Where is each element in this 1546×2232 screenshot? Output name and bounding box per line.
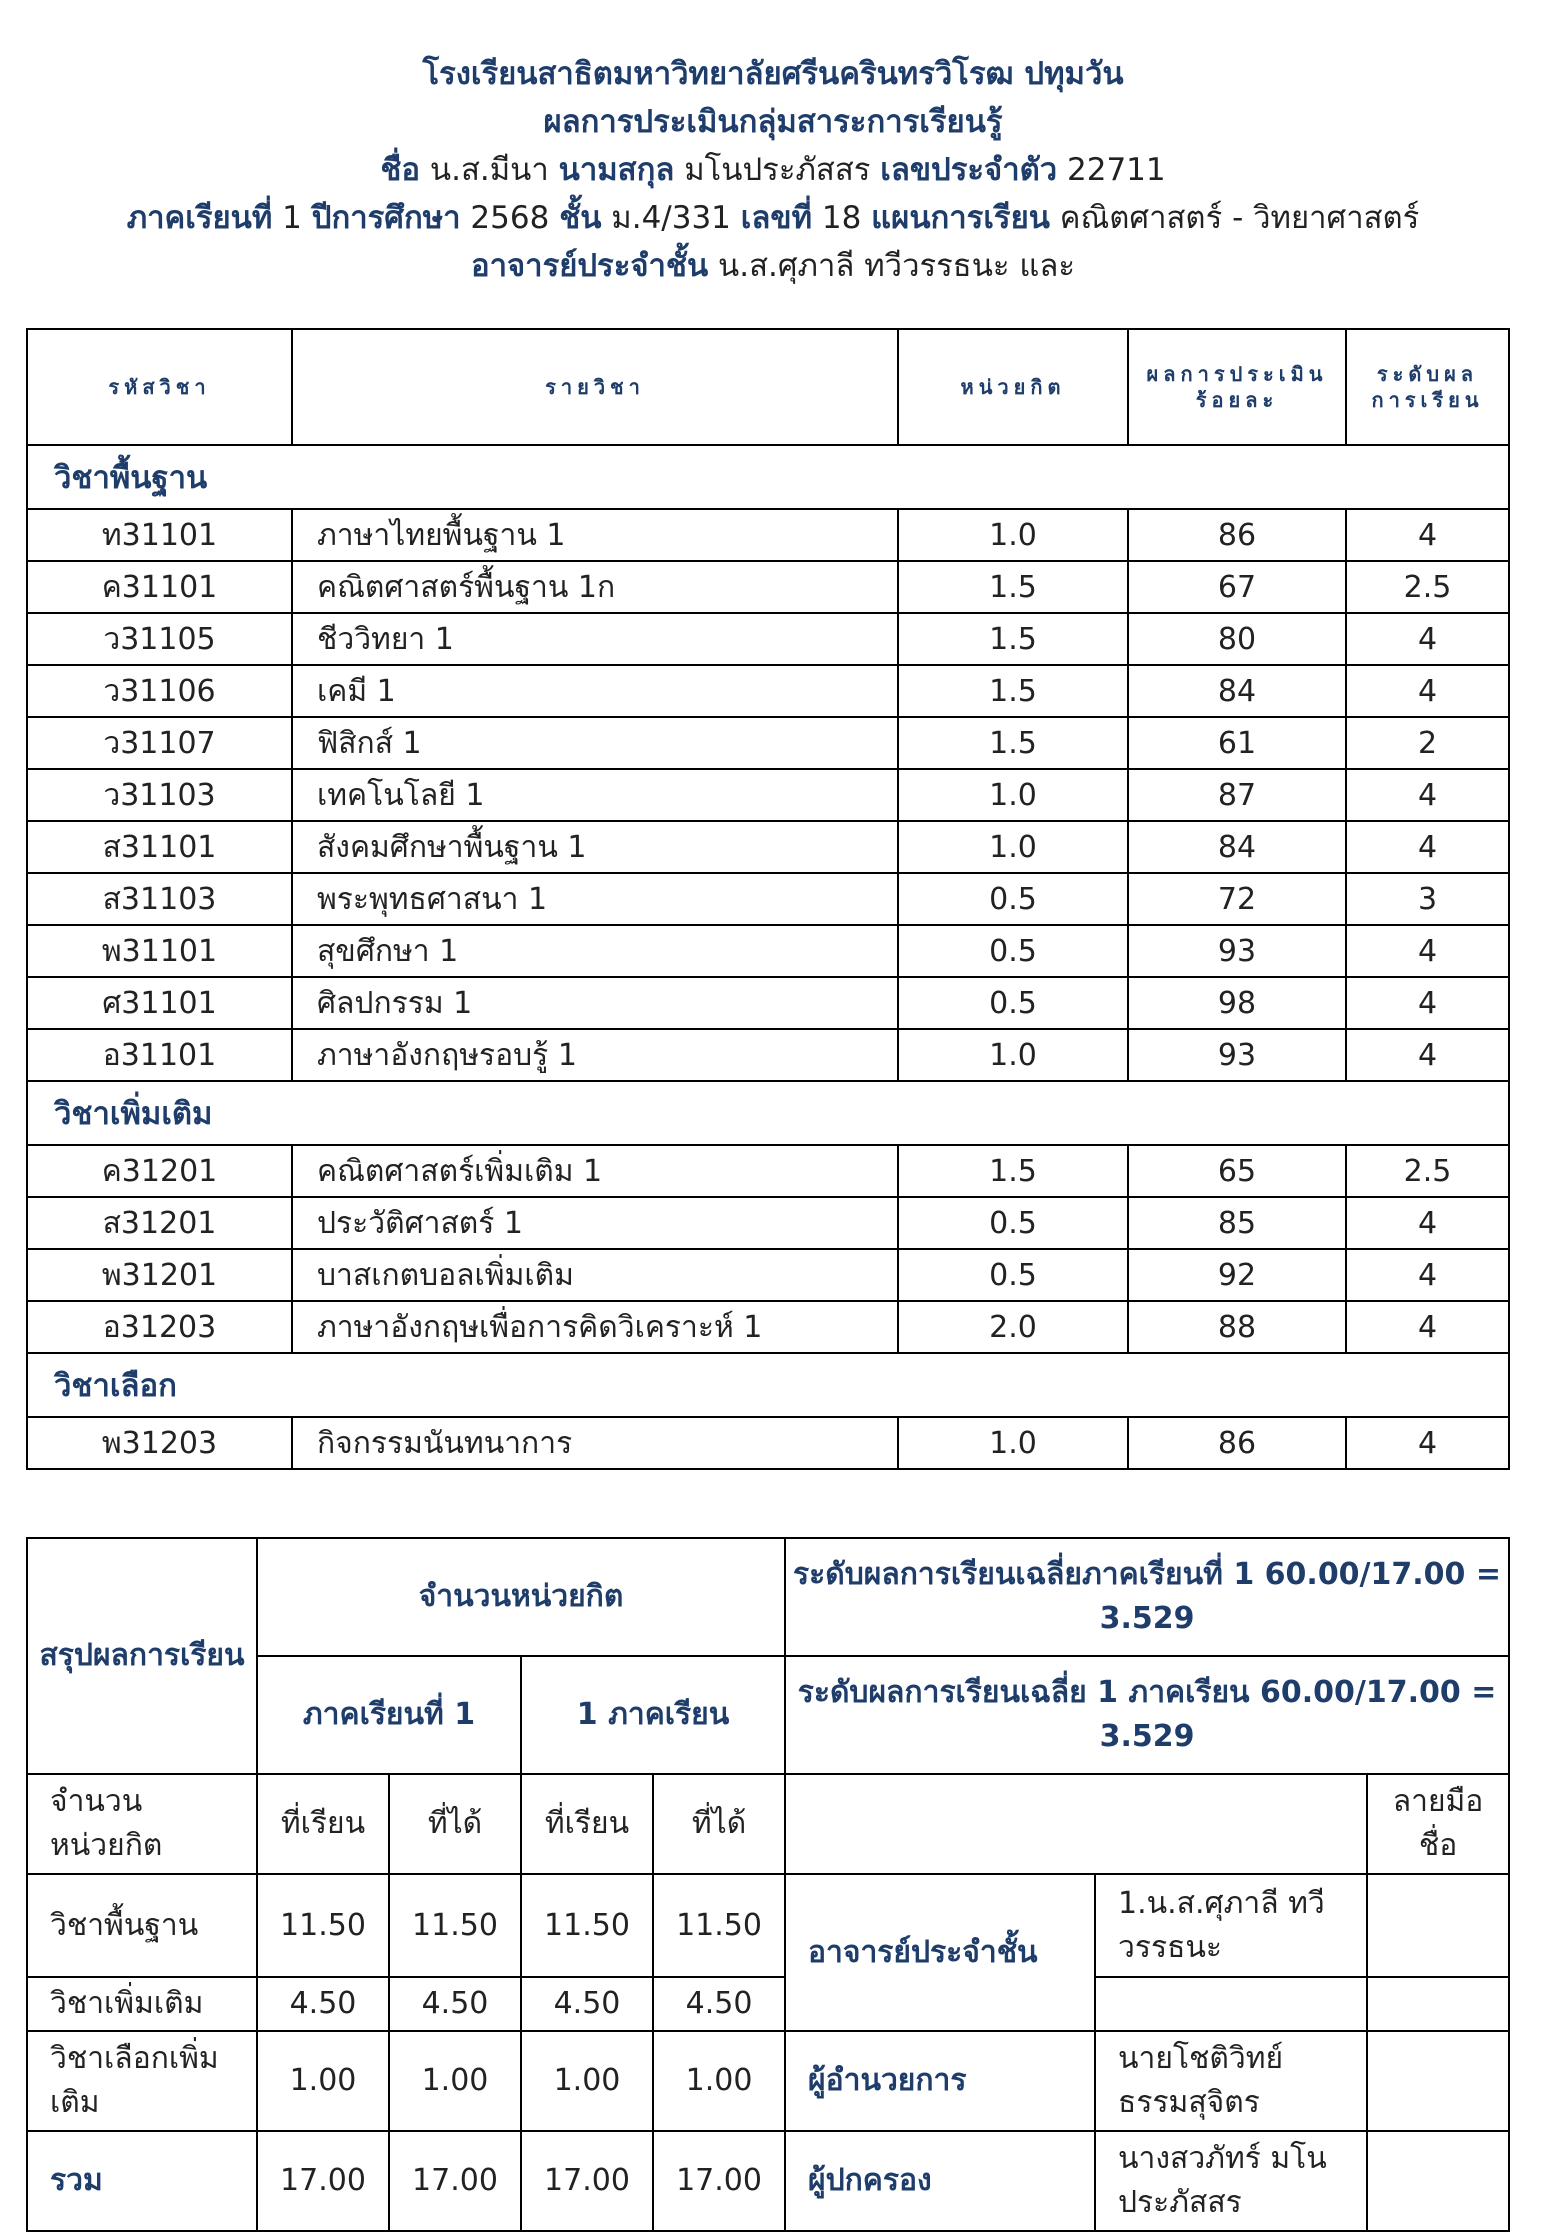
- cell-subject: บาสเกตบอลเพิ่มเติม: [292, 1249, 898, 1301]
- summary-value: 1.00: [653, 2031, 785, 2131]
- cell-score: 93: [1128, 925, 1346, 977]
- cell-credit: 1.5: [898, 561, 1128, 613]
- name-label: ชื่อ: [380, 152, 421, 188]
- cell-credit: 1.5: [898, 613, 1128, 665]
- parent-name: นางสวภัทร์ มโนประภัสสร: [1095, 2131, 1367, 2231]
- summary-label: วิชาเพิ่มเติม: [27, 1977, 257, 2031]
- table-row: [27, 717, 1509, 769]
- cell-grade: 2.5: [1346, 561, 1509, 613]
- cell-code: พ31101: [27, 925, 292, 977]
- cell-grade: 4: [1346, 977, 1509, 1029]
- summary-value: 4.50: [521, 1977, 653, 2031]
- cell-grade: 4: [1346, 1301, 1509, 1353]
- signer-blank: [785, 1774, 1367, 1874]
- summary-value: 17.00: [653, 2131, 785, 2231]
- cell-subject: สังคมศึกษาพื้นฐาน 1: [292, 821, 898, 873]
- cum-registered-header: ที่เรียน: [521, 1774, 653, 1874]
- cell-score: 86: [1128, 509, 1346, 561]
- cell-subject: ภาษาไทยพื้นฐาน 1: [292, 509, 898, 561]
- table-row: [27, 1029, 1509, 1081]
- credits-header: จำนวนหน่วยกิต: [257, 1538, 785, 1656]
- plan-value: คณิตศาสตร์ - วิทยาศาสตร์: [1059, 200, 1420, 236]
- summary-table: [26, 1537, 1510, 2232]
- cell-subject: คณิตศาสตร์เพิ่มเติม 1: [292, 1145, 898, 1197]
- advisor-line: [0, 242, 1546, 290]
- advisor-name-1: 1.น.ส.ศุภาลี ทวีวรรธนะ: [1095, 1874, 1367, 1977]
- cell-credit: 0.5: [898, 873, 1128, 925]
- cell-code: ศ31101: [27, 977, 292, 1029]
- student-line: [0, 146, 1546, 194]
- year-value: 2568: [470, 200, 550, 236]
- name-value: น.ส.มีนา: [429, 152, 549, 188]
- signature-cell: [1367, 1874, 1509, 1977]
- table-row: [27, 925, 1509, 977]
- cell-grade: 4: [1346, 613, 1509, 665]
- signature-cell: [1367, 1977, 1509, 2031]
- table-row: [27, 561, 1509, 613]
- cell-score: 80: [1128, 613, 1346, 665]
- cell-code: ว31103: [27, 769, 292, 821]
- cell-credit: 2.0: [898, 1301, 1128, 1353]
- cell-code: พ31203: [27, 1417, 292, 1469]
- cell-subject: สุขศึกษา 1: [292, 925, 898, 977]
- col-header-subject: รายวิชา: [292, 329, 898, 445]
- cum-earned-header: ที่ได้: [653, 1774, 785, 1874]
- cell-subject: พระพุทธศาสนา 1: [292, 873, 898, 925]
- table-row: [27, 509, 1509, 561]
- cell-credit: 0.5: [898, 1249, 1128, 1301]
- cell-grade: 4: [1346, 1029, 1509, 1081]
- cell-grade: 4: [1346, 769, 1509, 821]
- grades-table: [26, 328, 1510, 1470]
- term-label: ภาคเรียนที่: [126, 200, 273, 236]
- advisor-role: อาจารย์ประจำชั้น: [785, 1874, 1095, 2031]
- cell-subject: ภาษาอังกฤษเพื่อการคิดวิเคราะห์ 1: [292, 1301, 898, 1353]
- group-heading: วิชาเลือก: [27, 1353, 1509, 1417]
- col-header-code: รหัสวิชา: [27, 329, 292, 445]
- cell-score: 92: [1128, 1249, 1346, 1301]
- cell-score: 93: [1128, 1029, 1346, 1081]
- cell-subject: ศิลปกรรม 1: [292, 977, 898, 1029]
- row-label-header: จำนวนหน่วยกิต: [27, 1774, 257, 1874]
- signature-cell: [1367, 2131, 1509, 2231]
- cell-grade: 2: [1346, 717, 1509, 769]
- cell-score: 84: [1128, 665, 1346, 717]
- total-label: รวม: [27, 2131, 257, 2231]
- cell-code: ส31101: [27, 821, 292, 873]
- group-heading: วิชาเพิ่มเติม: [27, 1081, 1509, 1145]
- cell-score: 84: [1128, 821, 1346, 873]
- cell-subject: เคมี 1: [292, 665, 898, 717]
- cell-grade: 4: [1346, 821, 1509, 873]
- summary-value: 4.50: [653, 1977, 785, 2031]
- cell-score: 61: [1128, 717, 1346, 769]
- cumulative-header: 1 ภาคเรียน: [521, 1656, 785, 1774]
- cell-grade: 4: [1346, 665, 1509, 717]
- cell-credit: 1.0: [898, 1417, 1128, 1469]
- advisor-label: อาจารย์ประจำชั้น: [470, 248, 709, 284]
- table-row: [27, 1197, 1509, 1249]
- cell-code: ว31105: [27, 613, 292, 665]
- cell-credit: 0.5: [898, 1197, 1128, 1249]
- summary-value: 11.50: [257, 1874, 389, 1977]
- cell-grade: 2.5: [1346, 1145, 1509, 1197]
- table-row: [27, 769, 1509, 821]
- cell-credit: 1.0: [898, 509, 1128, 561]
- report-header: [0, 0, 1546, 290]
- cell-score: 72: [1128, 873, 1346, 925]
- cell-subject: ชีววิทยา 1: [292, 613, 898, 665]
- advisor-value: น.ส.ศุภาลี ทวีวรรธนะ และ: [718, 248, 1076, 284]
- col-header-grade: ระดับผลการเรียน: [1346, 329, 1509, 445]
- table-row: [27, 977, 1509, 1029]
- class-label: ชั้น: [559, 200, 602, 236]
- cell-score: 85: [1128, 1197, 1346, 1249]
- cell-credit: 0.5: [898, 925, 1128, 977]
- summary-value: 1.00: [257, 2031, 389, 2131]
- signature-header: ลายมือชื่อ: [1367, 1774, 1509, 1874]
- cell-credit: 1.5: [898, 1145, 1128, 1197]
- summary-value: 4.50: [257, 1977, 389, 2031]
- term-earned-header: ที่ได้: [389, 1774, 521, 1874]
- cell-credit: 1.0: [898, 821, 1128, 873]
- cell-code: ค31101: [27, 561, 292, 613]
- cell-score: 67: [1128, 561, 1346, 613]
- term-registered-header: ที่เรียน: [257, 1774, 389, 1874]
- cell-grade: 4: [1346, 1249, 1509, 1301]
- cell-code: ว31106: [27, 665, 292, 717]
- summary-value: 11.50: [389, 1874, 521, 1977]
- col-header-credit: หน่วยกิต: [898, 329, 1128, 445]
- surname-label: นามสกุล: [558, 152, 675, 188]
- cell-score: 86: [1128, 1417, 1346, 1469]
- year-label: ปีการศึกษา: [311, 200, 461, 236]
- gpa-term: ระดับผลการเรียนเฉลี่ยภาคเรียนที่ 1 60.00/17.00 = 3.529: [785, 1538, 1509, 1656]
- cell-score: 88: [1128, 1301, 1346, 1353]
- advisor-name-2: [1095, 1977, 1367, 2031]
- director-role: ผู้อำนวยการ: [785, 2031, 1095, 2131]
- cell-credit: 1.5: [898, 717, 1128, 769]
- cell-code: อ31203: [27, 1301, 292, 1353]
- cell-score: 98: [1128, 977, 1346, 1029]
- cell-grade: 4: [1346, 509, 1509, 561]
- cell-subject: คณิตศาสตร์พื้นฐาน 1ก: [292, 561, 898, 613]
- summary-value: 1.00: [389, 2031, 521, 2131]
- term-value: 1: [282, 200, 302, 236]
- cell-credit: 1.0: [898, 1029, 1128, 1081]
- school-name: โรงเรียนสาธิตมหาวิทยาลัยศรีนครินทรวิโรฒ ปทุมวัน: [422, 56, 1124, 92]
- summary-value: 11.50: [653, 1874, 785, 1977]
- col-header-score: ผลการประเมินร้อยละ: [1128, 329, 1346, 445]
- number-value: 18: [821, 200, 862, 236]
- gpa-cumulative: ระดับผลการเรียนเฉลี่ย 1 ภาคเรียน 60.00/17.00 = 3.529: [785, 1656, 1509, 1774]
- cell-code: ส31201: [27, 1197, 292, 1249]
- summary-value: 4.50: [389, 1977, 521, 2031]
- table-row: [27, 613, 1509, 665]
- cell-grade: 4: [1346, 1417, 1509, 1469]
- student-id-value: 22711: [1067, 152, 1166, 188]
- cell-score: 87: [1128, 769, 1346, 821]
- summary-value: 11.50: [521, 1874, 653, 1977]
- cell-score: 65: [1128, 1145, 1346, 1197]
- table-row: [27, 821, 1509, 873]
- summary-title: สรุปผลการเรียน: [27, 1538, 257, 1774]
- term-line: [0, 194, 1546, 242]
- plan-label: แผนการเรียน: [871, 200, 1050, 236]
- class-value: ม.4/331: [611, 200, 731, 236]
- summary-value: 1.00: [521, 2031, 653, 2131]
- term-header: ภาคเรียนที่ 1: [257, 1656, 521, 1774]
- cell-credit: 1.5: [898, 665, 1128, 717]
- cell-code: ส31103: [27, 873, 292, 925]
- surname-value: มโนประภัสสร: [684, 152, 871, 188]
- cell-credit: 0.5: [898, 977, 1128, 1029]
- group-heading: วิชาพื้นฐาน: [27, 445, 1509, 509]
- cell-subject: เทคโนโลยี 1: [292, 769, 898, 821]
- cell-code: อ31101: [27, 1029, 292, 1081]
- summary-label: วิชาพื้นฐาน: [27, 1874, 257, 1977]
- cell-code: พ31201: [27, 1249, 292, 1301]
- report-title: ผลการประเมินกลุ่มสาระการเรียนรู้: [543, 104, 1003, 140]
- table-row: [27, 1301, 1509, 1353]
- cell-subject: ภาษาอังกฤษรอบรู้ 1: [292, 1029, 898, 1081]
- parent-role: ผู้ปกครอง: [785, 2131, 1095, 2231]
- cell-subject: ฟิสิกส์ 1: [292, 717, 898, 769]
- director-name: นายโชติวิทย์ ธรรมสุจิตร: [1095, 2031, 1367, 2131]
- summary-value: 17.00: [257, 2131, 389, 2231]
- cell-code: ว31107: [27, 717, 292, 769]
- table-row: [27, 873, 1509, 925]
- summary-value: 17.00: [521, 2131, 653, 2231]
- table-row: [27, 1145, 1509, 1197]
- summary-label: วิชาเลือกเพิ่มเติม: [27, 2031, 257, 2131]
- table-row: [27, 665, 1509, 717]
- cell-grade: 4: [1346, 1197, 1509, 1249]
- cell-grade: 3: [1346, 873, 1509, 925]
- cell-subject: กิจกรรมนันทนาการ: [292, 1417, 898, 1469]
- cell-credit: 1.0: [898, 769, 1128, 821]
- cell-grade: 4: [1346, 925, 1509, 977]
- student-id-label: เลขประจำตัว: [880, 152, 1058, 188]
- summary-value: 17.00: [389, 2131, 521, 2231]
- signature-cell: [1367, 2031, 1509, 2131]
- cell-code: ค31201: [27, 1145, 292, 1197]
- cell-subject: ประวัติศาสตร์ 1: [292, 1197, 898, 1249]
- number-label: เลขที่: [740, 200, 812, 236]
- cell-code: ท31101: [27, 509, 292, 561]
- table-row: [27, 1249, 1509, 1301]
- table-row: [27, 1417, 1509, 1469]
